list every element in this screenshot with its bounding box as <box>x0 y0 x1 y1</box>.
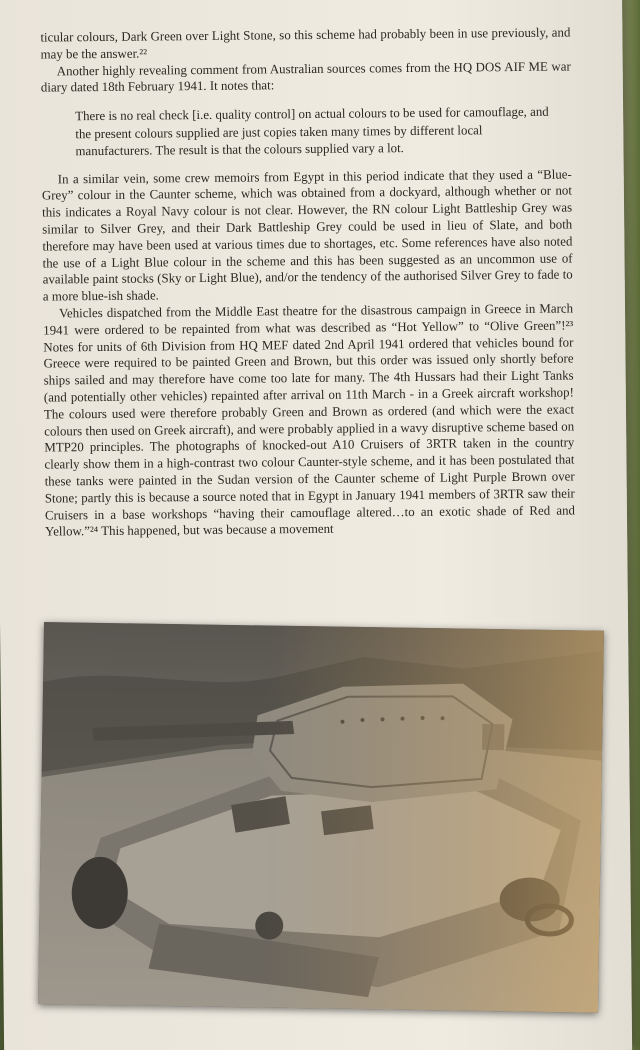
text-block <box>40 24 575 540</box>
paragraph-1: ticular colours, Dark Green over Light Stone, so this scheme had probably been in use previously, and may be the answer.²² <box>40 25 571 62</box>
tank-photograph <box>38 622 604 1013</box>
paragraph-4: Vehicles dispatched from the Middle East theatre for the disastrous campaign in Greece in March 1941 were ordered to be repainted from what was described as “Hot Yellow” to “Olive Green”!²³ Notes for units of 6th Division from HQ MEF dated 2nd April 1941 ordered that vehicles bound for Greece were required to be painted Green and Brown, but this order was issued only shortly before ships sailed and may therefore have come too late for many. The 4th Hussars had their Light Tanks (and potentially other vehicles) repainted after arrival on 11th March - in a Greek aircraft workshop! The colours used were therefore probably Green and Brown as ordered (and which were the exact colours then used on Greek aircraft), and were probably applied in a wavy disruptive scheme based on MTP20 principles. The photographs of knocked-out A10 Cruisers of 3RTR taken in the country clearly show them in a high-contrast two colour Caunter-style scheme, and it has been postulated that these tanks were painted in the Sudan version of the Caunter scheme of Light Purple Brown over Stone; partly this is because a source noted that in Egypt in January 1941 members of 3RTR saw their Cruisers in a base workshops “having their camouflage altered…to an exotic shade of Red and Yellow.”²⁴ This happened, but was because a movement <box>43 301 576 539</box>
paragraph-2: Another highly revealing comment from Australian sources comes from the HQ DOS AIF ME war diary dated 18th February 1941. It notes that: <box>40 59 571 95</box>
tank-photo-icon <box>38 622 604 1013</box>
paragraph-3: In a similar vein, some crew memoirs from Egypt in this period indicate that they used a “Blue-Grey” colour in the Caunter scheme, which was obtained from a dockyard, although whether or not this indicates a Royal Navy colour is not clear. However, the RN colour Light Battleship Grey was similar to Silver Grey, and their Dark Battleship Grey could be used in lieu of Slate, and both therefore may have been used at various times due to shortages, etc. Some references have also noted the use of a Light Blue colour in the scheme and this has been suggested as an uncommon use of available paint stocks (Sky or Light Blue), and/or the tendency of the authorised Silver Grey to fade to a more blue-ish shade. <box>41 167 573 304</box>
block-quote: There is no real check [i.e. quality control] on actual colours to be used for camouflage, and the present colours supplied are just copies taken many times by different local manufacturers. The result is that the colours supplied vary a lot. <box>75 104 549 159</box>
